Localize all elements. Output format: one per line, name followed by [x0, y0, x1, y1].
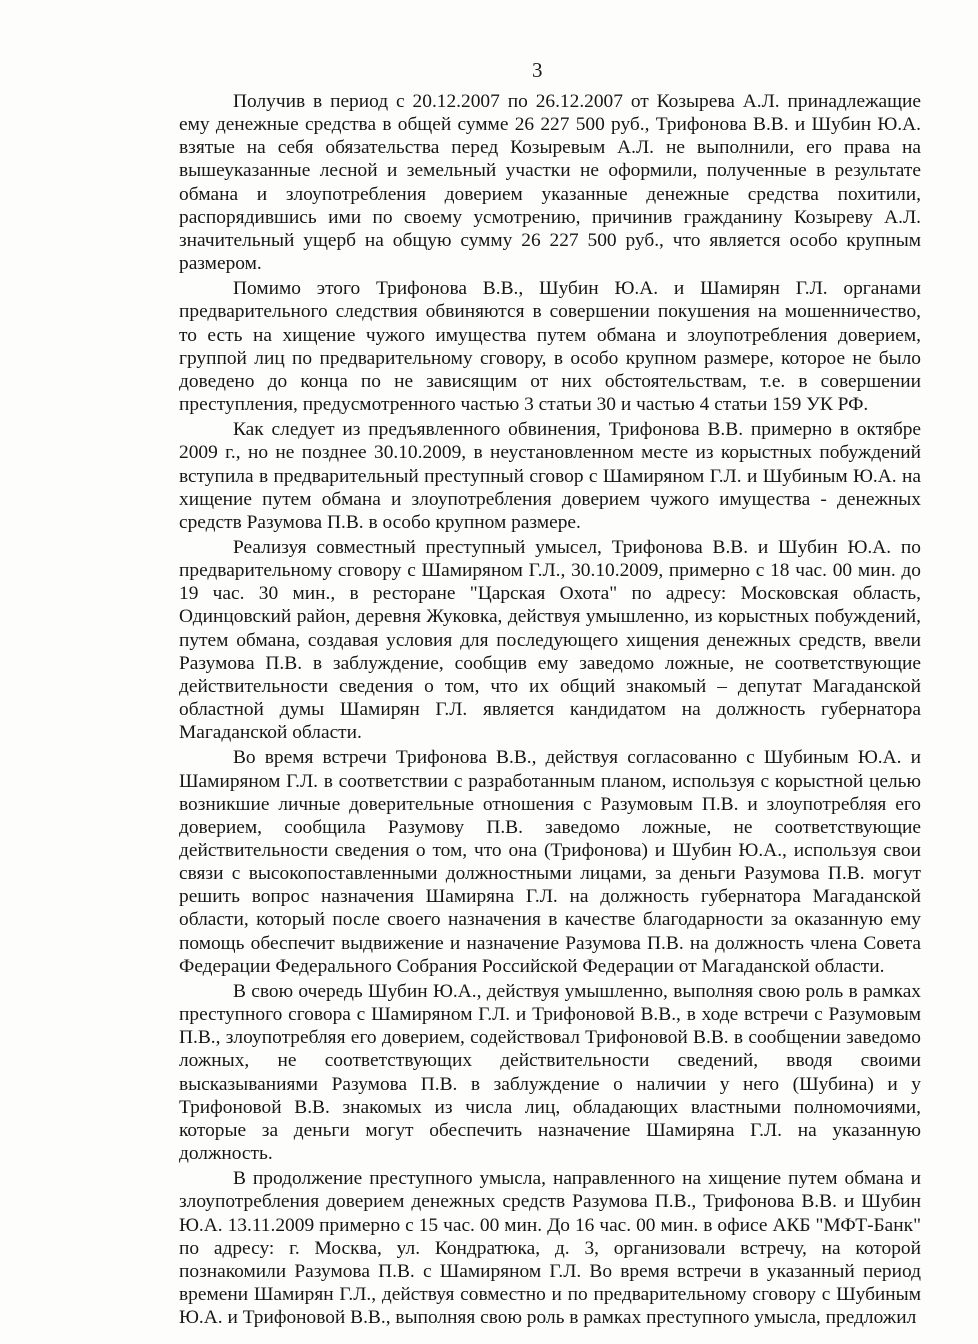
paragraph-5: Во время встречи Трифонова В.В., действуя согласованно с Шубиным Ю.А. и Шамиряном Г.Л. в соответствии с разработанным планом, используя с корыстной целью возникшие личные доверительные отношения с Разумовым П.В. и злоупотребляя его доверием, сообщила Разумову П.В. заведомо ложные, не соответствующие действительности сведения о том, что она (Трифонова) и Шубин Ю.А., используя свои связи с высокопоставленными должностными лицами, за деньги Разумова П.В. могут решить вопрос назначения Шамиряна Г.Л. на должность губернатора Магаданской области, который после своего назначения в качестве благодарности за оказанную ему помощь обеспечит выдвижение и назначение Разумова П.В. на должность члена Совета Федерации Федерального Собрания Российской Федерации от Магаданской области.	[179, 747, 921, 977]
paragraph-2: Помимо этого Трифонова В.В., Шубин Ю.А. и Шамирян Г.Л. органами предварительного следствия обвиняются в совершении покушения на мошенничество, то есть на хищение чужого имущества путем обмана и злоупотребления доверием, группой лиц по предварительному сговору, в особо крупном размере, которое не было доведено до конца по не зависящим от них обстоятельствам, т.е. в совершении преступления, предусмотренного частью 3 статьи 30 и частью 4 статьи 159 УК РФ.	[179, 278, 921, 416]
paragraph-4: Реализуя совместный преступный умысел, Трифонова В.В. и Шубин Ю.А. по предварительному сговору с Шамиряном Г.Л., 30.10.2009, примерно с 18 час. 00 мин. до 19 час. 30 мин., в ресторане "Царская Охота" по адресу: Московская область, Одинцовский район, деревня Жуковка, действуя умышленно, из корыстных побуждений, путем обмана, создавая условия для последующего хищения денежных средств, ввели Разумова П.В. в заблуждение, сообщив ему заведомо ложные, не соответствующие действительности сведения о том, что их общий знакомый – депутат Магаданской областной думы Шамирян Г.Л. является кандидатом на должность губернатора Магаданской области.	[179, 536, 921, 744]
document-body	[179, 90, 921, 1331]
paragraph-3: Как следует из предъявленного обвинения, Трифонова В.В. примерно в октябре 2009 г., но не позднее 30.10.2009, в неустановленном месте из корыстных побуждений вступила в предварительный преступный сговор с Шамиряном Г.Л. и Шубиным Ю.А. на хищение путем обмана и злоупотребления доверием чужого имущества - денежных средств Разумова П.В. в особо крупном размере.	[179, 419, 921, 533]
paragraph-6: В свою очередь Шубин Ю.А., действуя умышленно, выполняя свою роль в рамках преступного сговора с Шамиряном Г.Л. и Трифоновой В.В., в ходе встречи с Разумовым П.В., злоупотребляя его доверием, содействовал Трифоновой В.В. в сообщении заведомо ложных, не соответствующих действительности сведений, вводя своими высказываниями Разумова П.В. в заблуждение о наличии у него (Шубина) и у Трифоновой В.В. знакомых из числа лиц, обладающих властными полномочиями, которые за деньги могут обеспечить назначение Шамиряна Г.Л. на указанную должность.	[179, 980, 921, 1165]
paragraph-1: Получив в период с 20.12.2007 по 26.12.2007 от Козырева А.Л. принадлежащие ему денежные средства в общей сумме 26 227 500 руб., Трифонова В.В. и Шубин Ю.А. взятые на себя обязательства перед Козыревым А.Л. не выполнили, его права на вышеуказанные лесной и земельный участки не оформили, полученные в результате обмана и злоупотребления доверием указанные денежные средства похитили, распорядившись ими по своему усмотрению, причинив гражданину Козыреву А.Л. значительный ущерб на общую сумму 26 227 500 руб., что является особо крупным размером.	[179, 91, 921, 275]
page-number: 3	[532, 58, 543, 82]
paragraph-7: В продолжение преступного умысла, направленного на хищение путем обмана и злоупотребления доверием денежных средств Разумова П.В., Трифонова В.В. и Шубин Ю.А. 13.11.2009 примерно с 15 час. 00 мин. До 16 час. 00 мин. в офисе АКБ "МФТ-Банк" по адресу: г. Москва, ул. Кондратюка, д. 3, организовали встречу, на которой познакомили Разумова П.В. с Шамиряном Г.Л. Во время встречи в указанный период времени Шамирян Г.Л., действуя совместно и по предварительному сговору с Шубиным Ю.А. и Трифоновой В.В., выполняя свою роль в рамках преступного умысла, предложил	[179, 1168, 921, 1329]
